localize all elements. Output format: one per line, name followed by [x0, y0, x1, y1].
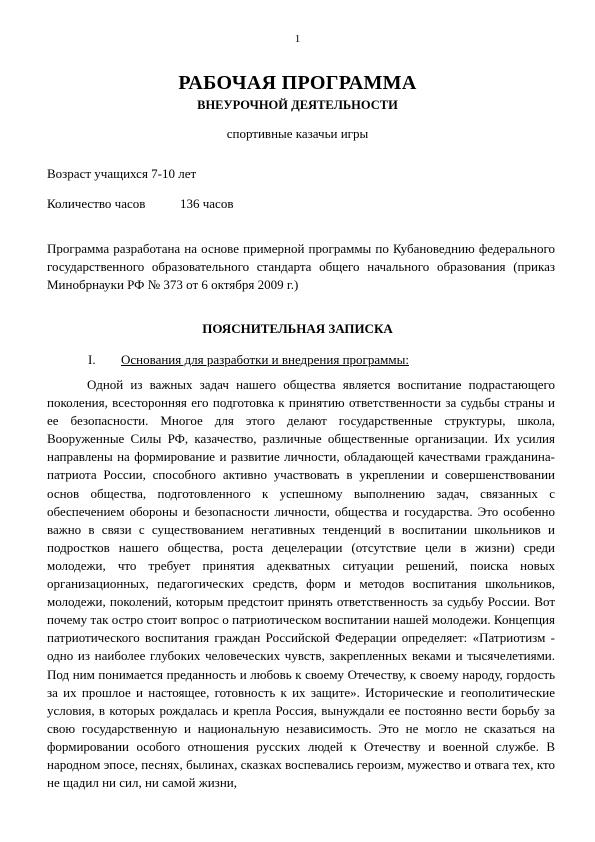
- explanatory-note-heading: ПОЯСНИТЕЛЬНАЯ ЗАПИСКА: [202, 321, 393, 336]
- program-subtitle: ВНЕУРОЧНОЙ ДЕЯТЕЛЬНОСТИ: [197, 98, 398, 112]
- hours-value: 136 часов: [180, 196, 234, 211]
- hours-label: Количество часов: [47, 196, 146, 211]
- page-number: 1: [294, 33, 301, 45]
- body-paragraph: Одной из важных задач нашего общества является воспитание подрастающего поколения, всесторонняя его подготовка к принятию ответственности за судьбы страны и ее безопасности. Многое для этого делают государственные структуры, школа, Вооруженные Силы РФ, казачество, различные общественные организации. Их усилия направлены на формирование и развитие личности, обладающей качествами гражданина-патриота России, способного активно участвовать в укреплении и совершенствовании основ общества, подготовленного к успешному выполнению задач, связанных с обеспечением обороны и безопасности личности, общества и государства. Это особенно важно в связи с существованием негативных тенденций в воспитании школьников и подростков нашего общества, роста децелерации (отсутствие цели в жизни) среди молодежи, что требует принятия адекватных ситуации решений, поиска новых организационных, педагогических средств, форм и методов воспитания школьников, молодежи, поколений, которым предстоит принять ответственность за судьбу России. Вот почему так остро стоит вопрос о патриотическом воспитании нашей молодежи. Концепция патриотического воспитания граждан Российской Федерации определяет: «Патриотизм - одно из наиболее глубоких человеческих чувств, закрепленных веками и тысячелетиями. Под ним понимается преданность и любовь к своему Отечеству, к своему народу, гордость за их прошлое и настоящее, готовность к их защите». Исторические и геополитические условия, в которых рождалась и крепла Россия, вынуждали ее постоянно вести борьбу за свою государственную и национальную независимость. Это не могло не сказаться на формировании особого отношения русских людей к Отечеству и военной службе. В народном эпосе, песнях, былинах, сказках воспевались героизм, мужество и отвага тех, кто не щадил ни сил, ни самой жизни,: [47, 377, 555, 791]
- section-number: I.: [88, 352, 96, 367]
- program-title: РАБОЧАЯ ПРОГРАММА: [178, 72, 417, 94]
- student-age-line: Возраст учащихся 7-10 лет: [47, 166, 197, 181]
- intro-paragraph: Программа разработана на основе примерной программы по Кубановеднию федерального государственного образовательного стандарта общего начального образования (приказ Минобрнауки РФ № 373 от 6 октября 2009 г.): [47, 241, 555, 292]
- section-title: Основания для разработки и внедрения программы:: [121, 352, 409, 367]
- program-topic: спортивные казачьи игры: [226, 126, 369, 141]
